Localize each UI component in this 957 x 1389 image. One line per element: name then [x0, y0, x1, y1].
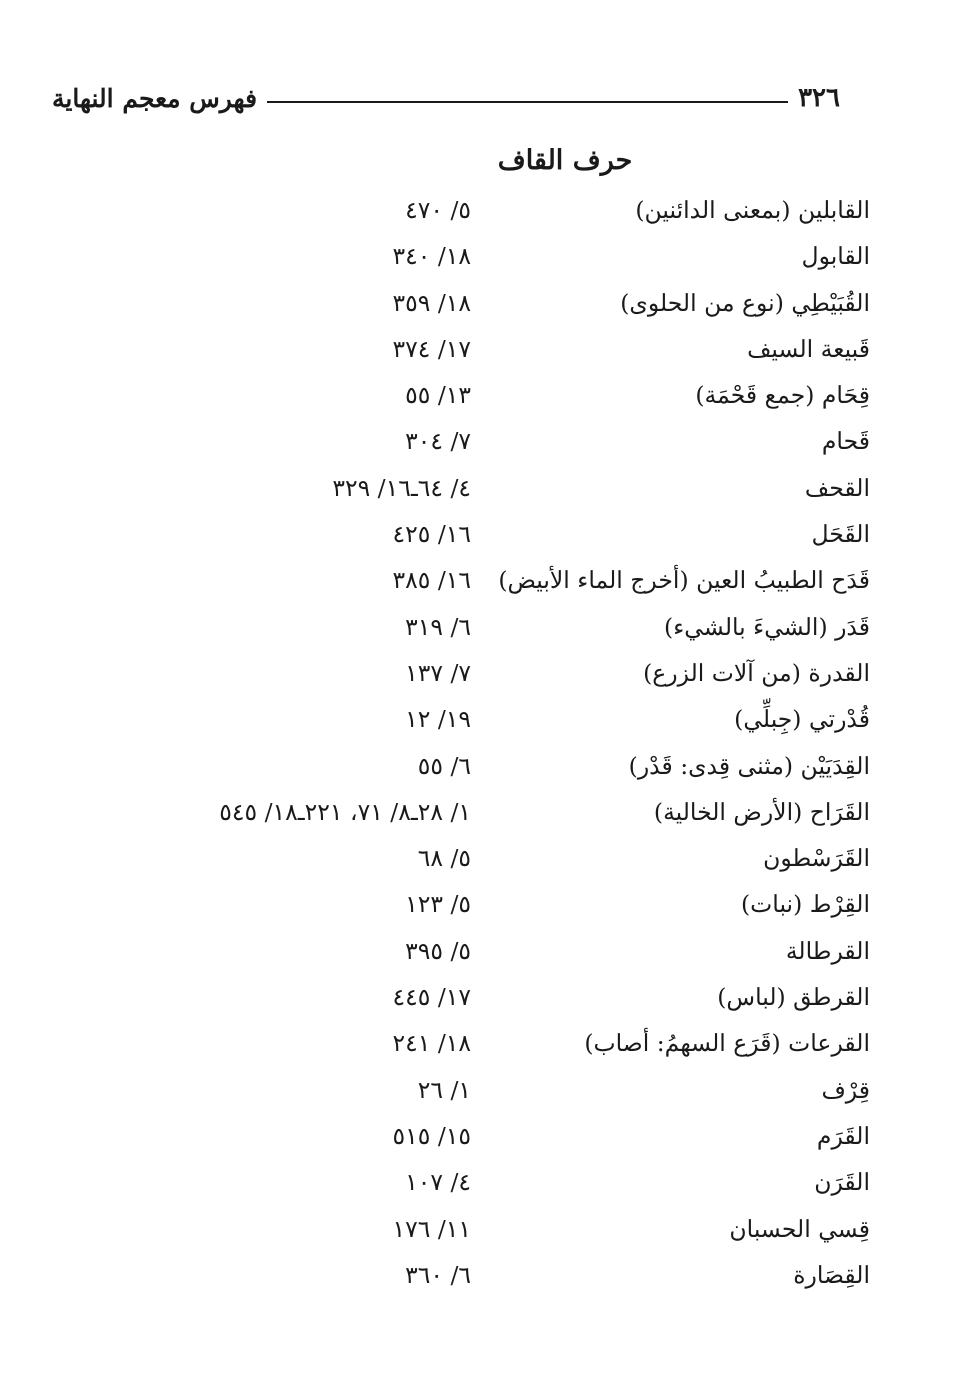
- index-entry: [0, 1255, 957, 1301]
- entry-term: القَرَسْطون: [763, 844, 870, 873]
- index-entry: [0, 1116, 957, 1162]
- index-entry: [0, 699, 957, 745]
- entry-term: القُبَيْطِي (نوع من الحلوى): [620, 288, 870, 317]
- entry-term: قَبيعة السيف: [747, 334, 870, 363]
- index-entry: [0, 190, 957, 236]
- index-entry: [0, 607, 957, 653]
- index-entry: [0, 1162, 957, 1208]
- page-number: ٣٢٦: [798, 83, 840, 113]
- index-entry: [0, 560, 957, 606]
- index-entry: [0, 1070, 957, 1116]
- entry-term: قَحام: [821, 427, 870, 456]
- entry-term: القَرَن: [814, 1168, 870, 1197]
- index-entry: [0, 514, 957, 560]
- entry-reference: ١٣/ ٥٥: [405, 381, 471, 410]
- entry-reference: ١٨/ ٣٤٠: [392, 242, 471, 271]
- entry-term: القِرْط (نبات): [741, 890, 870, 919]
- entry-term: قُدْرتي (جِبلِّي): [734, 705, 870, 734]
- entry-term: قِرْف: [821, 1075, 870, 1104]
- index-entry: [0, 931, 957, 977]
- entry-reference: ١٨/ ٢٤١: [392, 1029, 471, 1058]
- index-entry: [0, 329, 957, 375]
- header-rule: [267, 101, 788, 103]
- index-entries: [0, 190, 957, 1301]
- entry-term: القحف: [804, 473, 870, 502]
- entry-term: القرطالة: [785, 936, 870, 965]
- entry-reference: ١٨/ ٣٥٩: [392, 288, 471, 317]
- entry-reference: ١٥/ ٥١٥: [392, 1121, 471, 1150]
- entry-reference: ٥/ ٤٧٠: [405, 196, 471, 224]
- index-entry: [0, 884, 957, 930]
- index-entry: [0, 283, 957, 329]
- entry-reference: ١١/ ١٧٦: [392, 1214, 471, 1243]
- index-entry: [0, 1209, 957, 1255]
- entry-reference: ٤/ ٦٤ـ١٦/ ٣٢٩: [332, 473, 471, 502]
- entry-reference: ٦/ ٣١٩: [405, 612, 471, 641]
- book-title: فهرس معجم النهاية: [52, 83, 258, 113]
- entry-reference: ١/ ٢٦: [417, 1075, 471, 1104]
- entry-reference: ٧/ ١٣٧: [405, 658, 471, 687]
- index-entry: [0, 792, 957, 838]
- index-entry: [0, 421, 957, 467]
- running-header: [52, 78, 840, 118]
- entry-term: القرطق (لباس): [717, 983, 870, 1012]
- entry-term: القابلين (بمعنى الدائنين): [635, 196, 870, 224]
- entry-term: قِحَام (جمع قَحْمَة): [695, 381, 870, 410]
- entry-term: القَحَل: [811, 520, 870, 549]
- entry-term: القَرَاح (الأرض الخالية): [653, 797, 870, 826]
- index-entry: [0, 1023, 957, 1069]
- entry-term: قِسي الحسبان: [729, 1214, 870, 1243]
- index-entry: [0, 838, 957, 884]
- entry-reference: ١/ ٢٨ـ٨/ ٧١، ٢٢١ـ١٨/ ٥٤٥: [219, 797, 471, 826]
- entry-term: القَرَم: [816, 1121, 870, 1150]
- entry-reference: ٧/ ٣٠٤: [405, 427, 471, 456]
- index-entry: [0, 468, 957, 514]
- entry-term: القابول: [801, 242, 870, 271]
- entry-reference: ٦/ ٣٦٠: [405, 1260, 471, 1289]
- entry-reference: ١٧/ ٣٧٤: [392, 334, 471, 363]
- entry-term: القرعات (قَرَع السهمُ: أصاب): [584, 1029, 870, 1058]
- entry-term: قَدَر (الشيءَ بالشيء): [664, 612, 870, 641]
- entry-reference: ١٩/ ١٢: [405, 705, 471, 734]
- index-entry: [0, 236, 957, 282]
- entry-reference: ٥/ ١٢٣: [405, 890, 471, 919]
- index-entry: [0, 653, 957, 699]
- entry-term: القِصَارة: [793, 1260, 870, 1289]
- entry-reference: ١٦/ ٤٢٥: [392, 520, 471, 549]
- entry-reference: ٤/ ١٠٧: [405, 1168, 471, 1197]
- entry-reference: ٦/ ٥٥: [417, 751, 471, 780]
- index-entry: [0, 746, 957, 792]
- entry-term: قَدَح الطبيبُ العين (أخرج الماء الأبيض): [498, 566, 870, 595]
- index-entry: [0, 977, 957, 1023]
- section-heading: حرف القاف: [497, 145, 633, 176]
- entry-term: القدرة (من آلات الزرع): [643, 658, 870, 687]
- entry-term: القِدَيَيْن (مثنى قِدى: قَدْر): [628, 751, 870, 780]
- index-entry: [0, 375, 957, 421]
- entry-reference: ٥/ ٣٩٥: [405, 936, 471, 965]
- entry-reference: ١٦/ ٣٨٥: [392, 566, 471, 595]
- entry-reference: ١٧/ ٤٤٥: [392, 983, 471, 1012]
- entry-reference: ٥/ ٦٨: [417, 844, 471, 873]
